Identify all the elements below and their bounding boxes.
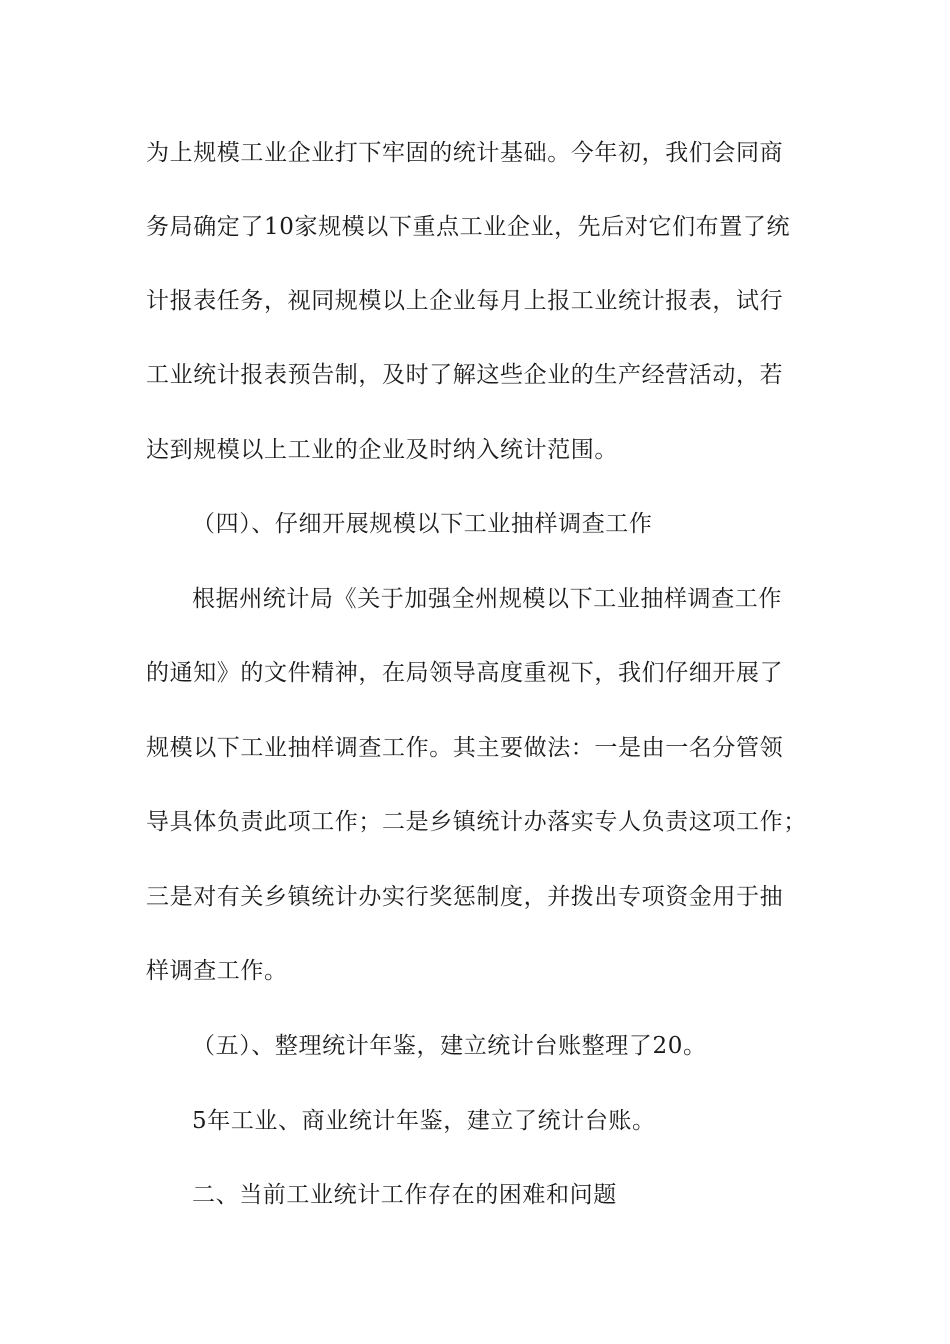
body-line: 样调查工作。 — [146, 958, 288, 984]
body-line: 务局确定了10家规模以下重点工业企业，先后对它们布置了统 — [146, 214, 791, 240]
body-line: 根据州统计局《关于加强全州规模以下工业抽样调查工作 — [192, 586, 782, 612]
body-line: 规模以下工业抽样调查工作。其主要做法：一是由一名分管领 — [146, 735, 784, 761]
body-line: 导具体负责此项工作；二是乡镇统计办落实专人负责这项工作； — [146, 809, 807, 835]
section-heading: 二、当前工业统计工作存在的困难和问题 — [192, 1182, 617, 1208]
body-line: 工业统计报表预告制，及时了解这些企业的生产经营活动，若 — [146, 362, 784, 388]
section-heading: （四）、仔细开展规模以下工业抽样调查工作 — [192, 511, 653, 537]
section-heading: （五）、整理统计年鉴，建立统计台账整理了20。 — [192, 1033, 707, 1059]
body-line: 的通知》的文件精神，在局领导高度重视下，我们仔细开展了 — [146, 660, 784, 686]
body-line: 5年工业、商业统计年鉴，建立了统计台账。 — [192, 1108, 656, 1134]
body-line: 计报表任务，视同规模以上企业每月上报工业统计报表，试行 — [146, 288, 784, 314]
body-line: 三是对有关乡镇统计办实行奖惩制度，并拨出专项资金用于抽 — [146, 884, 784, 910]
body-line: 达到规模以上工业的企业及时纳入统计范围。 — [146, 437, 618, 463]
body-line: 为上规模工业企业打下牢固的统计基础。今年初，我们会同商 — [146, 140, 784, 166]
